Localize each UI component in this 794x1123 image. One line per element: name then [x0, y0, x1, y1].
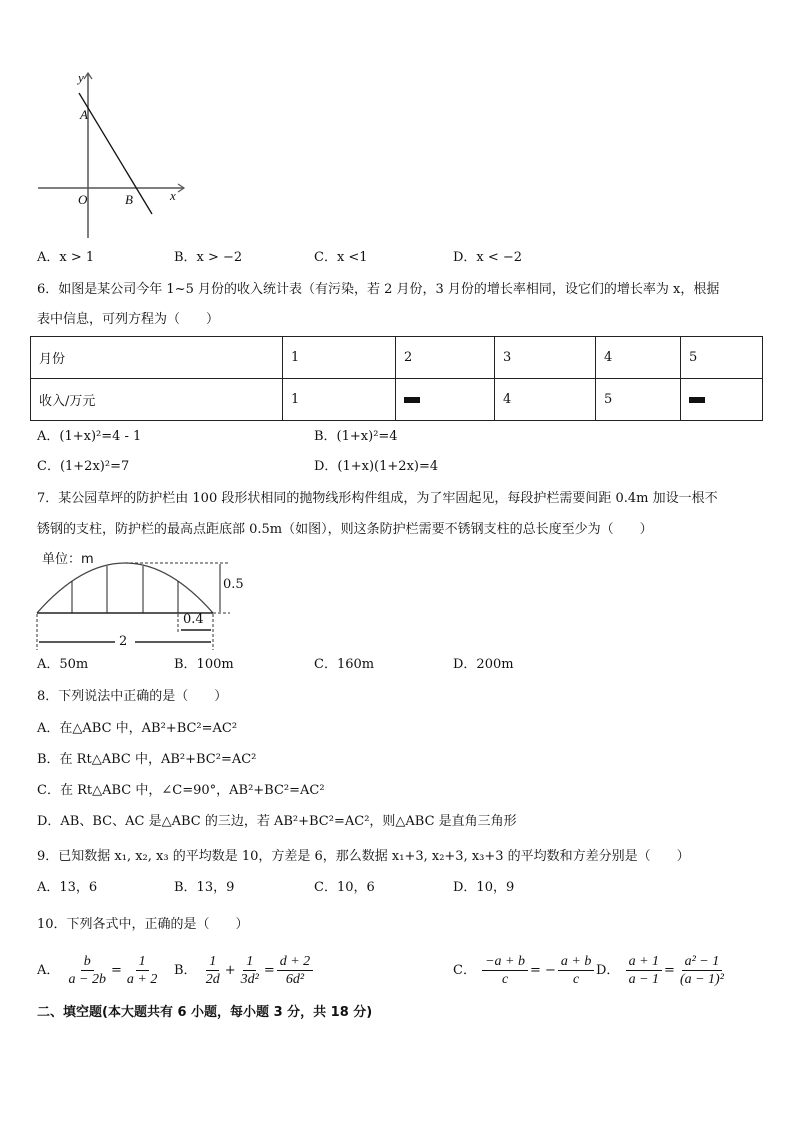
fraction: $\frac{d + 2}{\text{6d²}}$ — [277, 953, 313, 988]
q5-option-a: A．x > 1 — [37, 250, 95, 265]
option-label: A． — [37, 963, 60, 978]
q10-option-b: B． $\frac{1}{2d}$ + $\frac{1}{\text{3d²}}$ = $\frac{d + 2}{\text{6d²}}$ — [174, 953, 315, 989]
q5-option-c: C．x <1 — [314, 250, 368, 265]
q7-option-a: A．50m — [37, 657, 89, 672]
fraction: $\frac{b}{a - 2b}$ — [68, 954, 106, 987]
q7-stem-line2: 锈钢的支柱，防护栏的最高点距底部 0.5m（如图），则这条防护栏需要不锈钢支柱的总长度至少为（ ） — [37, 522, 653, 537]
table-cell: 5 — [681, 337, 763, 379]
q8-option-b: B．在 Rt△ABC 中，AB²+BC²=AC² — [37, 752, 257, 767]
fraction: $\frac{1}{\text{3d²}}$ — [240, 954, 259, 987]
x-axis-label: x — [170, 188, 176, 203]
fraction: $\frac{a + 1}{a - 1}$ — [626, 953, 662, 988]
q10-option-a: A． $\frac{b}{a - 2b}$ = $\frac{1}{a + 2}$ — [37, 953, 162, 989]
q5-line-graph — [30, 65, 200, 245]
q9-option-b: B．13，9 — [174, 880, 235, 895]
q10-option-c: C． $\frac{-a + b}{c}$ = − $\frac{a + b}{c}$ — [453, 953, 596, 989]
option-label: C． — [453, 963, 476, 978]
table-cell: 2 — [396, 337, 495, 379]
fraction: $\frac{1}{2d}$ — [205, 954, 220, 987]
q6-stem-line1: 6．如图是某公司今年 1~5 月份的收入统计表（有污染，若 2 月份，3 月份的增长率相同，设它们的增长率为 x，根据 — [37, 282, 720, 297]
q7-option-d: D．200m — [453, 657, 514, 672]
q7-option-c: C．160m — [314, 657, 375, 672]
height-label: 0.5 — [223, 577, 244, 592]
fraction: $\frac{1}{a + 2}$ — [126, 954, 158, 987]
table-row — [31, 337, 763, 379]
option-label: B． — [174, 963, 197, 978]
q10-option-d: D． $\frac{a + 1}{a - 1}$ = $\frac{\text{a² − 1}}{\text{(a − 1)²}}$ — [596, 953, 729, 989]
table-cell: 4 — [495, 379, 596, 421]
table-cell: 1 — [283, 337, 396, 379]
table-cell: 5 — [596, 379, 681, 421]
fraction: $\frac{-a + b}{c}$ — [482, 953, 528, 988]
fraction: $\frac{a + b}{c}$ — [558, 953, 594, 988]
q9-option-a: A．13，6 — [37, 880, 98, 895]
q6-option-c: C．(1+2x)²=7 — [37, 459, 130, 474]
table-cell: 1 — [283, 379, 396, 421]
q9-option-c: C．10，6 — [314, 880, 375, 895]
q6-option-d: D．(1+x)(1+2x)=4 — [314, 459, 439, 474]
origin-label: O — [78, 192, 88, 207]
q10-stem: 10．下列各式中，正确的是（ ） — [37, 917, 249, 932]
width-label: 2 — [119, 634, 128, 649]
q6-option-a: A．(1+x)²=4 - 1 — [37, 429, 142, 444]
income-table — [30, 336, 763, 421]
unit-label: 单位：m — [42, 552, 94, 567]
q9-stem: 9．已知数据 x₁, x₂, x₃ 的平均数是 10，方差是 6，那么数据 x₁+3, x₂+3, x₃+3 的平均数和方差分别是（ ） — [37, 849, 690, 864]
q6-stem-line2: 表中信息，可列方程为（ ） — [37, 312, 220, 327]
q8-option-a: A．在△ABC 中，AB²+BC²=AC² — [37, 721, 238, 736]
table-cell: 3 — [495, 337, 596, 379]
table-cell: 收入/万元 — [31, 379, 283, 421]
q8-option-d: D．AB、BC、AC 是△ABC 的三边，若 AB²+BC²=AC²，则△ABC 是直角三角形 — [37, 814, 517, 829]
ink-smudge — [689, 397, 705, 403]
y-axis-label: y — [78, 70, 84, 85]
table-cell: 4 — [596, 337, 681, 379]
option-label: D． — [596, 963, 620, 978]
q7-option-b: B．100m — [174, 657, 234, 672]
q8-stem: 8．下列说法中正确的是（ ） — [37, 689, 228, 704]
point-b-label: B — [125, 192, 133, 207]
q5-option-d: D．x < −2 — [453, 250, 523, 265]
section-2-heading: 二、填空题(本大题共有 6 小题，每小题 3 分，共 18 分) — [37, 1005, 373, 1020]
table-cell-smudged — [681, 379, 763, 421]
ink-smudge — [404, 397, 420, 403]
spacing-label: 0.4 — [183, 612, 204, 627]
q8-option-c: C．在 Rt△ABC 中，∠C=90°，AB²+BC²=AC² — [37, 783, 325, 798]
table-cell: 月份 — [31, 337, 283, 379]
q6-option-b: B．(1+x)²=4 — [314, 429, 398, 444]
point-a-label: A — [80, 107, 88, 122]
q5-option-b: B．x > −2 — [174, 250, 243, 265]
q9-option-d: D．10，9 — [453, 880, 515, 895]
fraction: $\frac{\text{a² − 1}}{\text{(a − 1)²}}$ — [679, 954, 724, 987]
table-cell-smudged — [396, 379, 495, 421]
table-row — [31, 379, 763, 421]
q7-stem-line1: 7．某公园草坪的防护栏由 100 段形状相同的抛物线形构件组成，为了牢固起见，每段护栏需要间距 0.4m 加设一根不 — [37, 491, 718, 506]
